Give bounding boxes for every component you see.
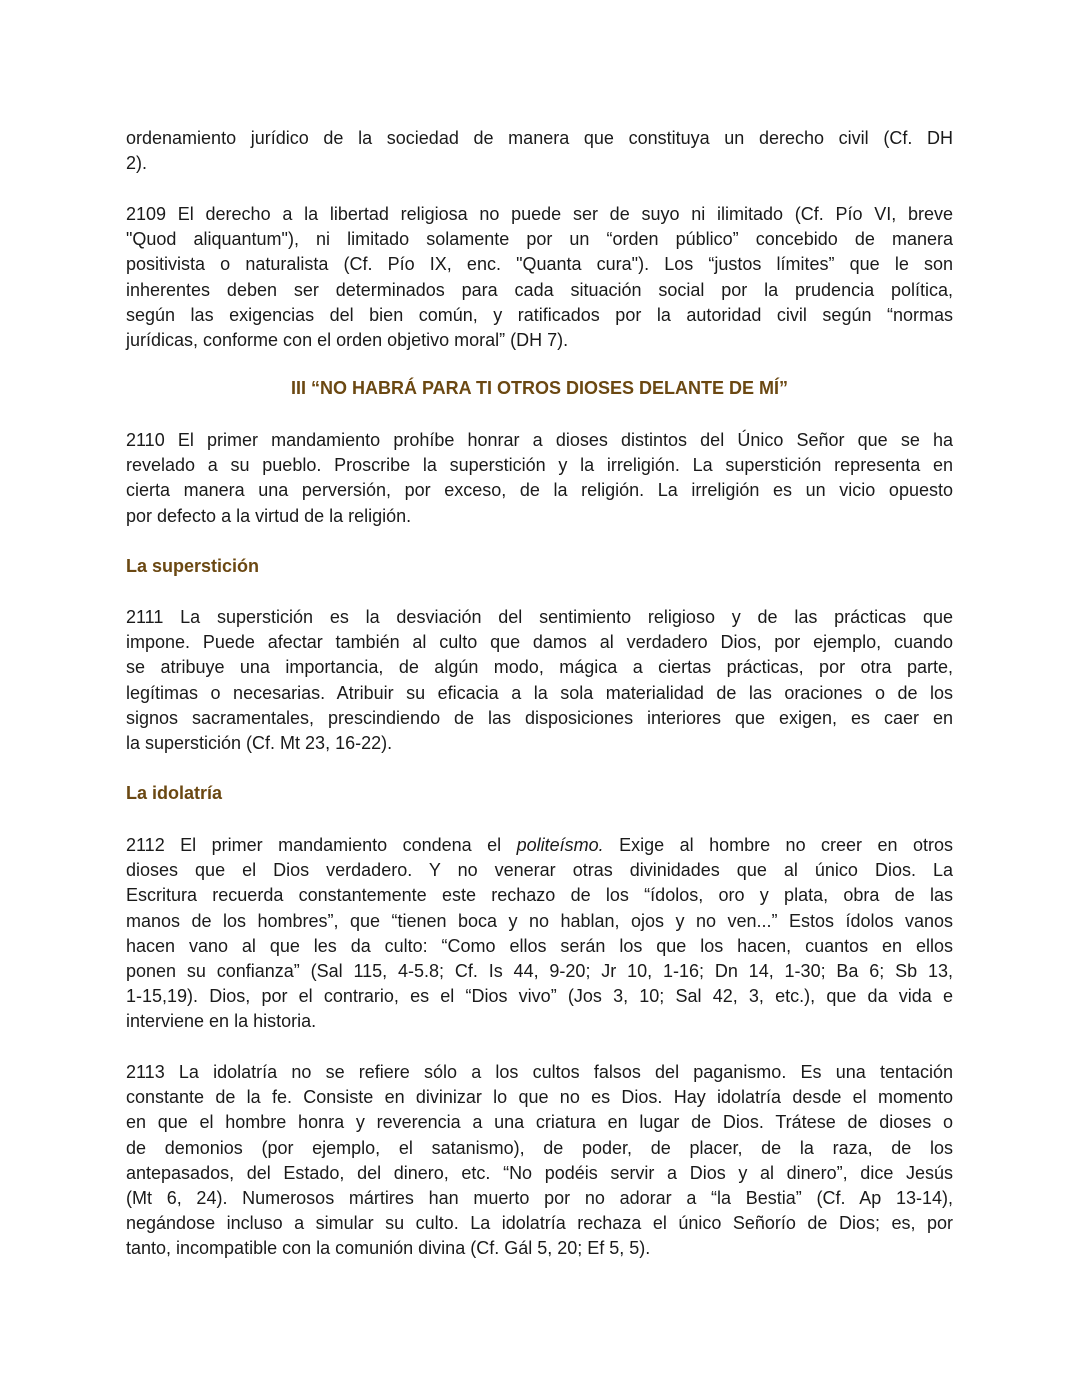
text-line: inherentes deben ser determinados para cada situación social por la prudencia política, xyxy=(126,279,953,300)
text-line: positivista o naturalista (Cf. Pío IX, enc. "Quanta cura"). Los “justos límites” que le son xyxy=(126,254,953,275)
text-line: ponen su confianza” (Sal 115, 4-5.8; Cf. Is 44, 9-20; Jr 10, 1-16; Dn 14, 1-30; Ba 6; Sb 13, xyxy=(126,960,953,981)
text-line: signos sacramentales, prescindiendo de las disposiciones interiores que exigen, es caer en xyxy=(126,707,953,728)
text-line: constante de la fe. Consiste en divinizar lo que no es Dios. Hay idolatría desde el momento xyxy=(126,1087,953,1108)
subheading-idolatria: La idolatría xyxy=(126,783,223,803)
text-line: ordenamiento jurídico de la sociedad de manera que constituya un derecho civil (Cf. DH xyxy=(126,128,953,148)
text-line xyxy=(126,833,953,858)
text-line: la superstición (Cf. Mt 23, 16-22). xyxy=(126,732,393,753)
section-heading: III “NO HABRÁ PARA TI OTROS DIOSES DELANTE DE MÍ” xyxy=(290,378,789,398)
text-line: por defecto a la virtud de la religión. xyxy=(126,505,412,526)
paragraph-2111 xyxy=(126,605,953,756)
text-run: 2112 El primer mandamiento condena el xyxy=(126,835,517,855)
text-line: según las exigencias del bien común, y ratificados por la autoridad civil según “normas xyxy=(126,304,953,325)
text-line: Escritura recuerda constantemente este rechazo de los “ídolos, oro y plata, obra de las xyxy=(126,885,953,906)
text-line: impone. Puede afectar también al culto que damos al verdadero Dios, por ejemplo, cuando xyxy=(126,632,953,653)
italic-term: politeísmo. xyxy=(516,835,604,855)
paragraph-2109 xyxy=(126,202,953,353)
text-line: en que el hombre honra y reverencia a una criatura en lugar de Dios. Trátese de dioses o xyxy=(126,1112,953,1133)
text-line: hacen vano al que les da culto: “Como ellos serán los que los hacen, cuantos en ellos xyxy=(126,935,953,956)
text-line: manos de los hombres”, que “tienen boca y no hablan, ojos y no ven...” Estos ídolos vanos xyxy=(126,910,953,931)
subheading-supersticion: La superstición xyxy=(126,556,260,576)
text-line: (Mt 6, 24). Numerosos mártires han muerto por no adorar a “la Bestia” (Cf. Ap 13-14), xyxy=(126,1187,953,1208)
text-line: negándose incluso a simular su culto. La idolatría rechaza el único Señorío de Dios; es, por xyxy=(126,1213,953,1234)
paragraph-2113 xyxy=(126,1060,953,1262)
text-line: cierta manera una perversión, por exceso, de la religión. La irreligión es un vicio opuesto xyxy=(126,480,953,501)
text-line: 2110 El primer mandamiento prohíbe honrar a dioses distintos del Único Señor que se ha xyxy=(126,430,953,450)
text-line: dioses que el Dios verdadero. Y no venerar otras divinidades que al único Dios. La xyxy=(126,860,953,881)
paragraph-2112 xyxy=(126,833,953,1035)
text-line: 2111 La superstición es la desviación del sentimiento religioso y de las prácticas que xyxy=(126,607,953,627)
text-line: "Quod aliquantum"), ni limitado solamente por un “orden público” concebido de manera xyxy=(126,229,953,250)
text-line: 1-15,19). Dios, por el contrario, es el “Dios vivo” (Jos 3, 10; Sal 42, 3, etc.), que da vida e xyxy=(126,986,953,1007)
text-line: de demonios (por ejemplo, el satanismo), de poder, de placer, de la raza, de los xyxy=(126,1137,953,1158)
text-line: tanto, incompatible con la comunión divina (Cf. Gál 5, 20; Ef 5, 5). xyxy=(126,1238,651,1259)
text-line: jurídicas, conforme con el orden objetivo moral” (DH 7). xyxy=(126,329,569,350)
paragraph-2110 xyxy=(126,428,953,529)
text-line: 2109 El derecho a la libertad religiosa no puede ser de suyo ni ilimitado (Cf. Pío VI, breve xyxy=(126,204,953,224)
text-line: antepasados, del Estado, del dinero, etc. “No podéis servir a Dios y al dinero”, dice Jesús xyxy=(126,1162,953,1183)
text-line: legítimas o necesarias. Atribuir su eficacia a la sola materialidad de las oraciones o de los xyxy=(126,682,953,703)
text-run: Exige al hombre no creer en otros xyxy=(603,835,953,855)
paragraph-continuation xyxy=(126,126,953,176)
text-line: revelado a su pueblo. Proscribe la superstición y la irreligión. La superstición representa en xyxy=(126,455,953,476)
text-line: interviene en la historia. xyxy=(126,1011,317,1032)
text-line: 2113 La idolatría no se refiere sólo a los cultos falsos del paganismo. Es una tentación xyxy=(126,1062,953,1082)
text-line: 2). xyxy=(126,153,148,174)
text-line: se atribuye una importancia, de algún modo, mágica a ciertas prácticas, por otra parte, xyxy=(126,657,953,678)
